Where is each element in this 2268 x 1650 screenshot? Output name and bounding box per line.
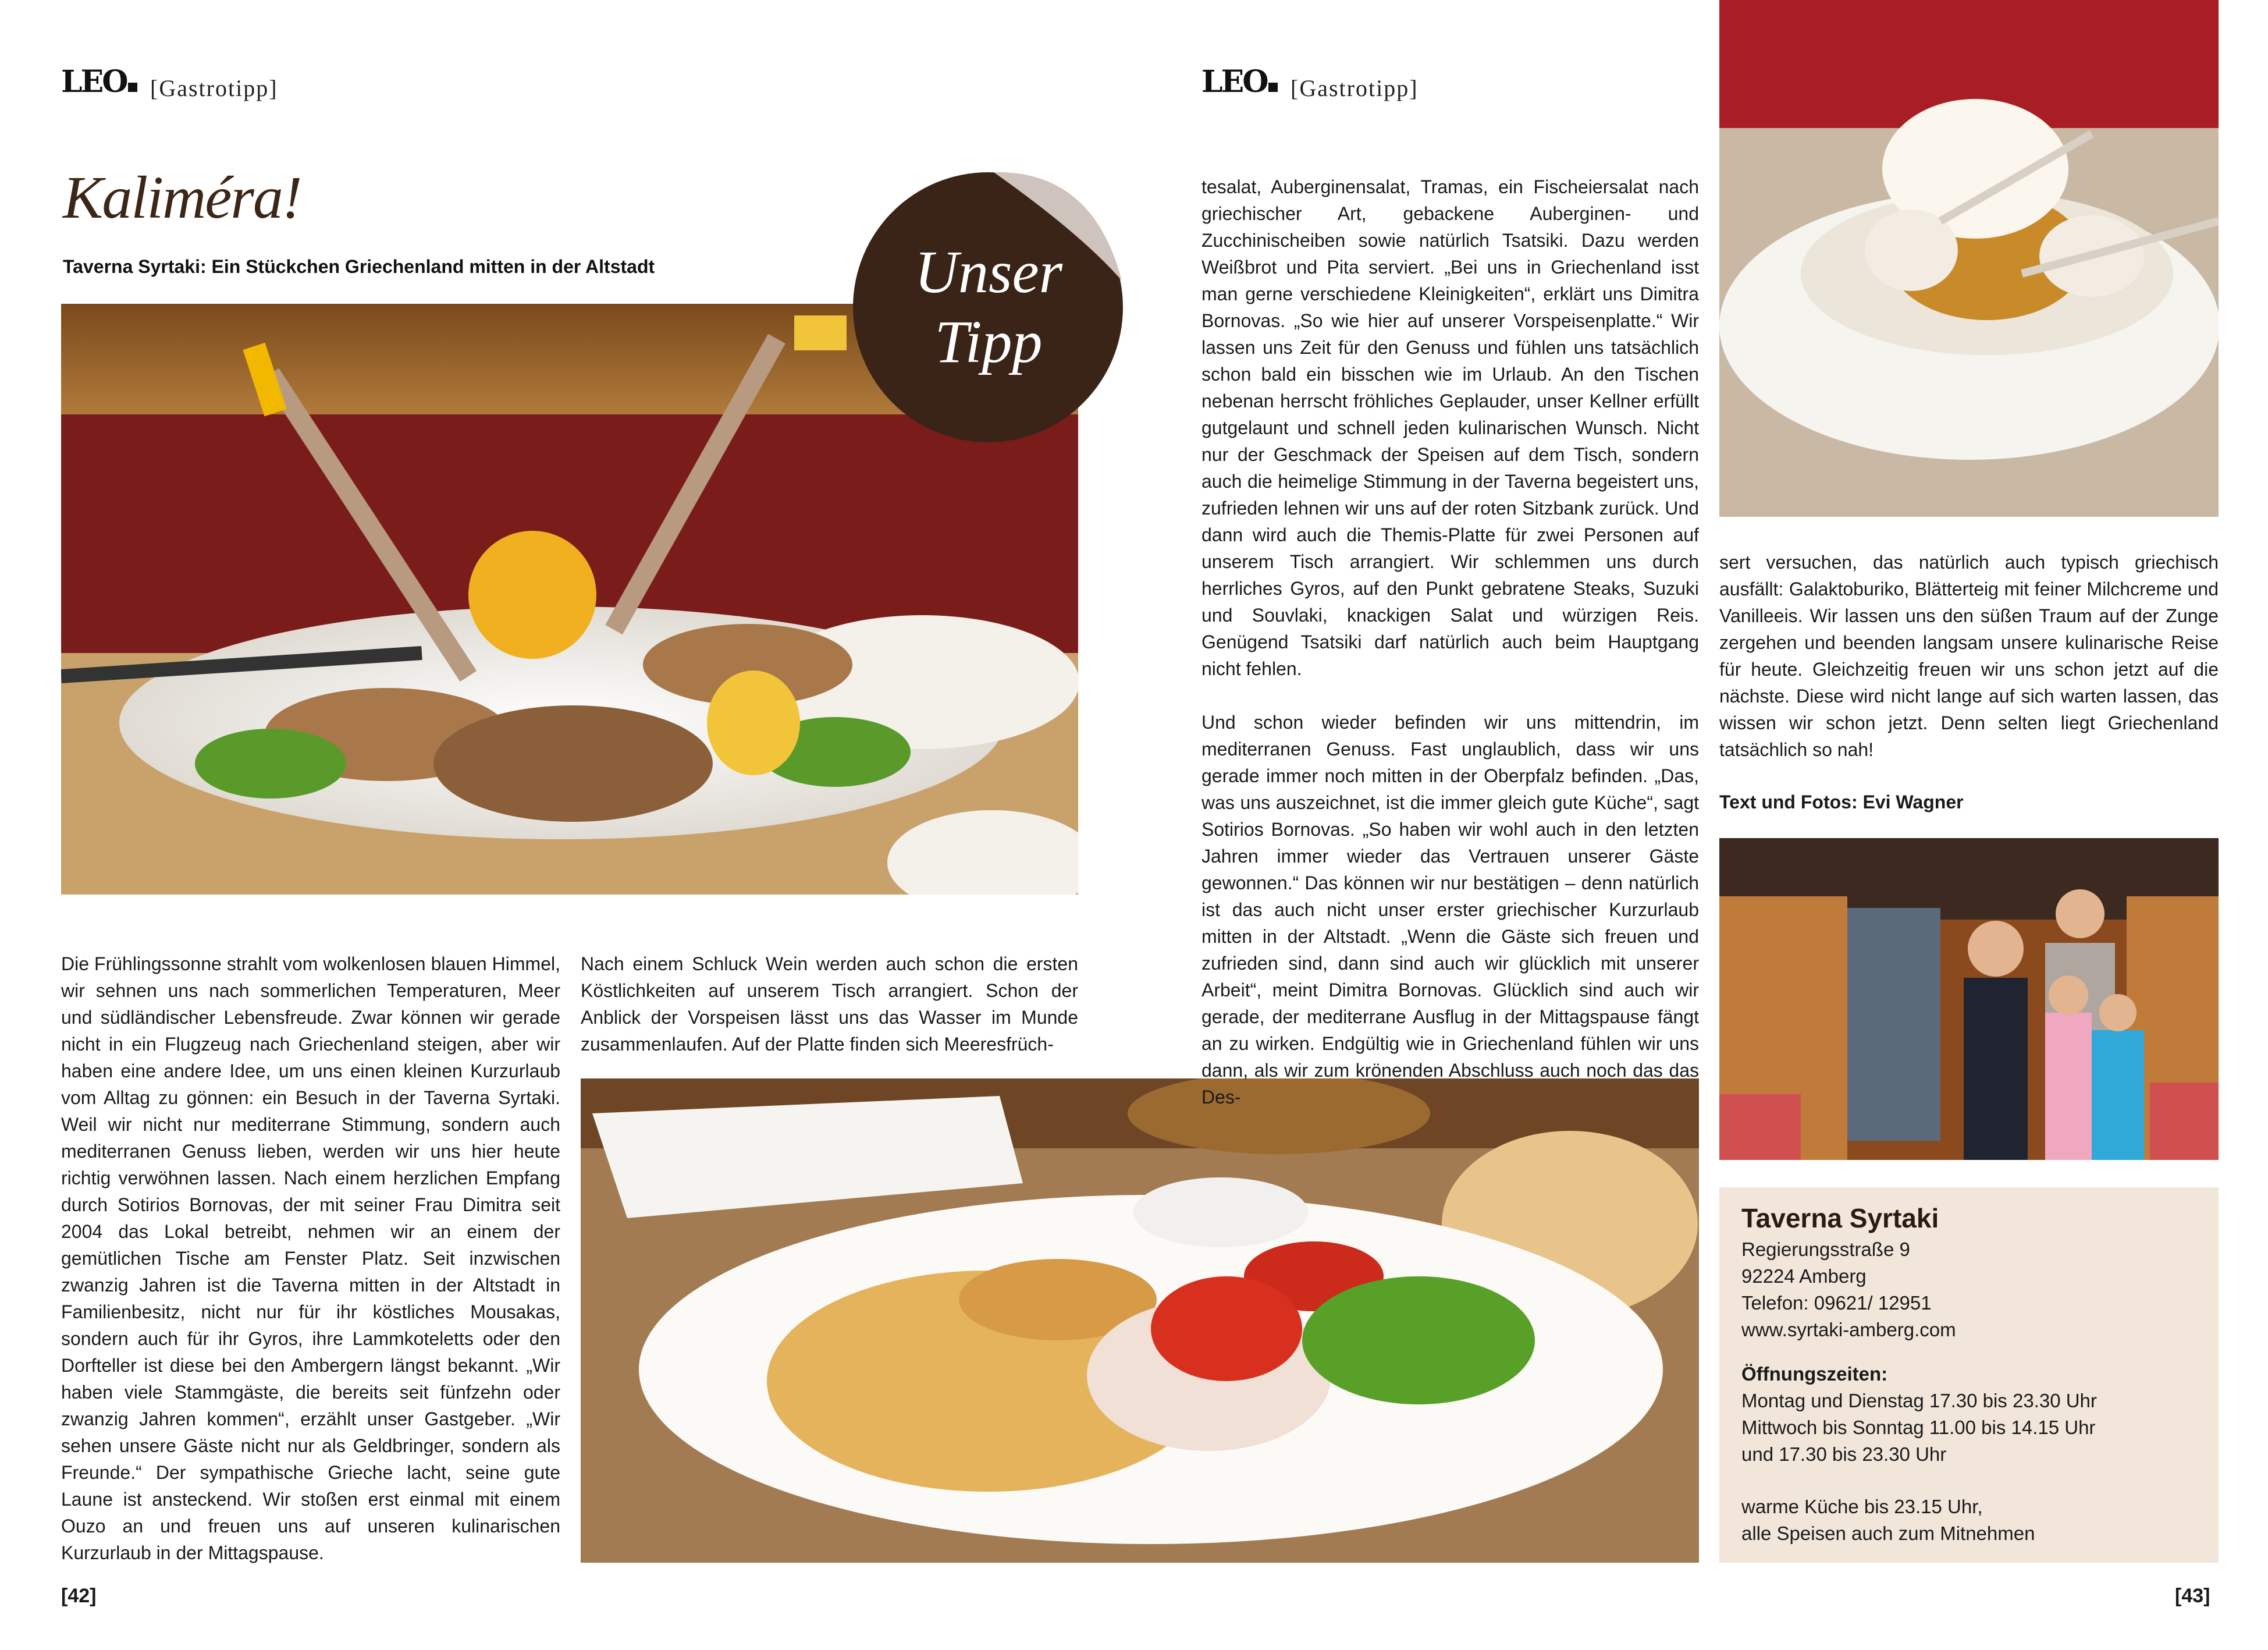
opening-hours-2: Mittwoch bis Sonntag 11.00 bis 14.15 Uhr xyxy=(1741,1417,2096,1438)
takeaway-note: alle Speisen auch zum Mitnehmen xyxy=(1741,1523,2035,1544)
section-label-left: [Gastrotipp] xyxy=(150,75,278,101)
owner-family-photo xyxy=(1719,838,2219,1160)
article-column-2 xyxy=(581,950,1078,1084)
article-subheadline: Taverna Syrtaki: Ein Stückchen Griechenland mitten in der Altstadt xyxy=(63,256,655,277)
column-3-paragraph-1: tesalat, Auberginensalat, Tramas, ein Fischeiersalat nach griechischer Art, gebackene Auberginen- und Zucchinischeiben sowie natürlich Tsatsiki. Dazu werden Weißbrot und Pita serviert. „Bei uns in Griechenland isst man gerne verschiedene Kleinigkeiten“, erklärt uns Dimitra Bornovas. „So wie hier auf unserer Vorspeisenplatte.“ Wir lassen uns Zeit für den Genuss und fühlen uns tatsächlich schon bald ein bisschen wie im Urlaub. An den Tischen nebenan herrscht fröhliches Geplauder, unser Kellner erfüllt gutgelaunt und schnell jeden kulinarischen Wunsch. Nicht nur der Geschmack der Speisen auf dem Tisch, sondern auch die heimelige Stimmung in der Taverna begeistert uns, zufrieden lehnen wir uns auf der roten Sitzbank zurück. Und dann wird auch die Themis-Platte für zwei Personen auf unserem Tisch arrangiert. Wir schlemmen uns durch herrliches Gyros, auf den Punkt gebratene Steaks, Suzuki und Souvlaki, knackigen Salat und würzigen Reis. Genügend Tsatsiki darf natürlich auch beim Hauptgang nicht fehlen. xyxy=(1201,176,1699,679)
restaurant-street: Regierungsstraße 9 xyxy=(1741,1239,1910,1260)
dessert-photo xyxy=(1719,0,2219,517)
column-1-text: Die Frühlingssonne strahlt vom wolkenlosen blauen Himmel, wir sehnen uns nach sommerlichen Temperaturen, Meer und südländischer Lebensfreude. Zwar können wir gerade nicht in ein Flugzeug nach Griechenland steigen, aber wir haben eine andere Idee, um uns einen kleinen Kurzurlaub vom Alltag zu gönnen: ein Besuch in der Taverna Syrtaki. Weil wir nicht nur mediterrane Stimmung, sondern auch mediterranen Genuss lieben, werden wir uns hier heute richtig verwöhnen lassen. Nach einem herzlichen Empfang durch Sotirios Bornovas, der mit seiner Frau Dimitra seit 2004 das Lokal betreibt, nehmen wir an einem der gemütlichen Tische am Fenster Platz. Seit inzwischen zwanzig Jahren ist die Taverna mitten in der Altstadt in Familienbesitz, nicht nur für ihr köstliches Mousakas, sondern auch für ihr Gyros, ihre Lammkoteletts oder den Dorfteller ist diese bei den Ambergern längst bekannt. „Wir haben viele Stammgäste, die bereits seit fünfzehn oder zwanzig Jahren kommen“, erzählt unser Gastgeber. „Wir sehen unsere Gäste nicht nur als Geldbringer, sondern als Freunde.“ Der sympathische Grieche lacht, seine gute Laune ist ansteckend. Wir stoßen erst einmal mit einem Ouzo an und freuen uns auf unseren kulinarischen Kurzurlaub in der Mittagspause. xyxy=(61,953,560,1563)
article-headline: Kaliméra! xyxy=(63,164,301,231)
restaurant-website: www.syrtaki-amberg.com xyxy=(1741,1319,1956,1340)
column-4-text: sert versuchen, das natürlich auch typisch griechisch ausfällt: Galaktoburiko, Blätterteig mit feiner Milchcreme und Vanilleeis. Wir lassen uns den süßen Traum auf der Zunge zergehen und beenden langsam unsere kulinarische Reise für heute. Gleichzeitig freuen wir uns schon jetzt auf die nächste. Diese wird nicht lange auf sich warten lassen, das wissen wir schon jetzt. Denn selten liegt Griechenland tatsächlich so nah! xyxy=(1719,552,2219,760)
page-number-left: [42] xyxy=(61,1585,97,1607)
opening-hours-1: Montag und Dienstag 17.30 bis 23.30 Uhr xyxy=(1741,1390,2097,1411)
article-column-1 xyxy=(61,950,560,1593)
restaurant-phone: Telefon: 09621/ 12951 xyxy=(1741,1292,1932,1314)
article-column-3 xyxy=(1201,173,1699,1137)
column-3-paragraph-2: Und schon wieder befinden wir uns mittendrin, im mediterranen Genuss. Fast unglaublich, dass wir uns gerade immer noch mitten in der Oberpfalz befinden. „Das, was uns auszeichnet, ist die immer gleich gute Küche“, sagt Sotirios Bornovas. „So haben wir wohl auch in den letzten Jahren immer wieder das Vertrauen unserer Gäste gewonnen.“ Das können wir nur bestätigen – denn natürlich ist das auch nicht unser erster griechischer Kurzurlaub mitten in der Altstadt. „Wenn die Gäste sich freuen und zufrieden sind, dann sind auch wir glücklich mit unserer Arbeit“, meint Dimitra Bornovas. Glücklich sind auch wir gerade, der mediterrane Ausflug in der Mittagspause fängt an zu wirken. Endgültig wie in Griechenland fühlen wir uns dann, als wir zum krönenden Abschluss auch noch das das Des- xyxy=(1201,712,1699,1108)
magazine-logo-left: LEO xyxy=(61,64,137,100)
section-label-right: [Gastrotipp] xyxy=(1291,75,1419,101)
magazine-logo-right: LEO xyxy=(1201,64,1278,100)
opening-hours-3: und 17.30 bis 23.30 Uhr xyxy=(1741,1443,1947,1465)
badge-text-line2: Tipp xyxy=(934,308,1043,375)
photo-credit: Text und Fotos: Evi Wagner xyxy=(1719,792,1964,812)
appetizer-platter-photo xyxy=(581,1078,1699,1563)
unser-tipp-badge xyxy=(848,164,1129,443)
restaurant-city: 92224 Amberg xyxy=(1741,1265,1867,1287)
restaurant-name: Taverna Syrtaki xyxy=(1741,1203,1939,1233)
page-number-right: [43] xyxy=(2175,1585,2210,1607)
opening-hours-title: Öffnungszeiten: xyxy=(1741,1363,1888,1385)
kitchen-note: warme Küche bis 23.15 Uhr, xyxy=(1741,1496,1983,1517)
column-2-text: Nach einem Schluck Wein werden auch schon die ersten Köstlichkeiten auf unserem Tisch arrangiert. Schon der Anblick der Vorspeisen lässt uns das Wasser im Munde zusammenlaufen. Auf der Platte finden sich Meeresfrüch- xyxy=(581,953,1078,1055)
restaurant-info-box xyxy=(1719,1187,2219,1563)
badge-text-line1: Unser xyxy=(914,239,1063,306)
article-column-4 xyxy=(1719,549,2219,790)
